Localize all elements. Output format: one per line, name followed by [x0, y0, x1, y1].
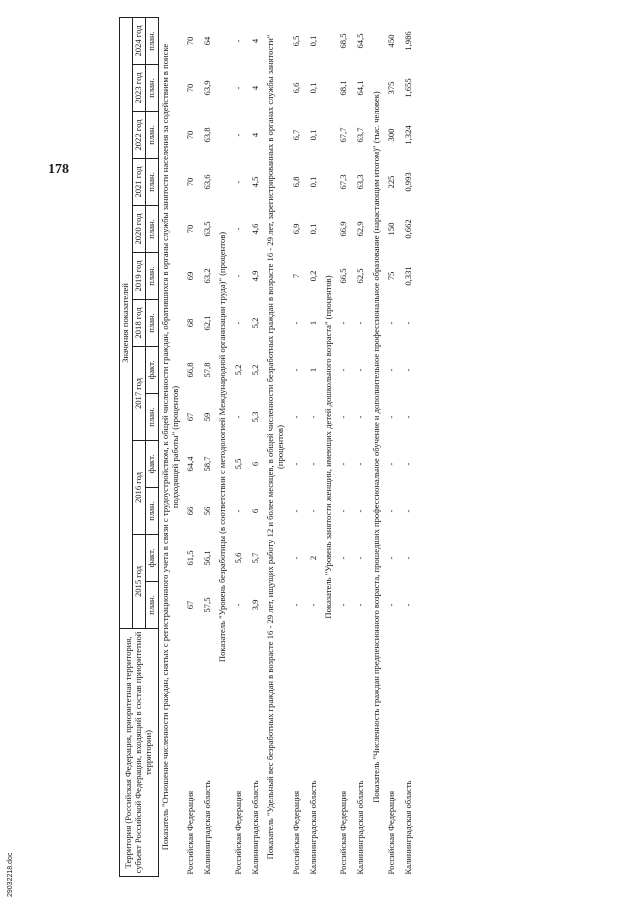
value-cell: -: [232, 133, 243, 137]
year-header: 2023 год: [132, 65, 145, 112]
table-row: [230, 18, 247, 877]
value-cell: 67: [184, 412, 195, 422]
value-cell: 5,6: [232, 552, 243, 564]
indicator-title: Показатель "Уровень безработицы (в соответствии с методологией Международной организации труда)" (процентов): [217, 231, 228, 663]
value-cell: 63,5: [201, 221, 212, 237]
value-cell: -: [307, 415, 318, 419]
sub-header: план.: [145, 582, 158, 629]
value-cell: 70: [184, 177, 195, 187]
value-cell: 64: [201, 36, 212, 46]
value-cell: 68,5: [338, 33, 349, 49]
value-cell: 6: [249, 461, 260, 467]
value-cell: 1,324: [403, 125, 414, 145]
table-row: [336, 18, 353, 877]
values-header: Значения показателей: [120, 18, 133, 629]
value-cell: 150: [386, 222, 397, 236]
value-cell: 64,1: [355, 80, 366, 96]
value-cell: 7: [290, 273, 301, 279]
value-cell: 63,3: [355, 174, 366, 190]
indicator-section: [322, 18, 336, 877]
value-cell: 63,2: [201, 268, 212, 284]
table-row: [384, 18, 401, 877]
value-cell: 63,8: [201, 127, 212, 143]
value-cell: 66: [184, 506, 195, 516]
value-cell: -: [338, 415, 349, 419]
territory-name: Калининградская область: [249, 780, 260, 875]
value-cell: 0,1: [307, 176, 318, 188]
sub-header: план.: [145, 65, 158, 112]
value-cell: 1: [307, 320, 318, 326]
value-cell: 64,5: [355, 33, 366, 49]
indicator-title: Показатель "Отношение численности граждан, снятых с регистрационного учета в связи с трудоустройством, к общей численности граждан, обратившихся в органы службы занятости населения за содействием в поиске подходящей работы" (процентов): [159, 43, 180, 851]
table-row: [199, 18, 216, 877]
value-cell: 0,2: [307, 270, 318, 282]
value-cell: -: [403, 462, 414, 466]
year-header: 2016 год: [132, 441, 145, 535]
value-cell: 5,5: [232, 458, 243, 470]
territory-name: Российская Федерация: [184, 790, 195, 875]
value-cell: 57,8: [201, 362, 212, 378]
value-cell: 4: [249, 85, 260, 91]
value-cell: -: [307, 462, 318, 466]
value-cell: -: [355, 368, 366, 372]
value-cell: 75: [386, 271, 397, 281]
territory-name: Калининградская область: [307, 780, 318, 875]
value-cell: 56,1: [201, 550, 212, 566]
value-cell: 6: [249, 508, 260, 514]
value-cell: 5,2: [232, 364, 243, 376]
table-header: [120, 18, 159, 877]
territory-name: Калининградская область: [403, 780, 414, 875]
value-cell: 5,7: [249, 552, 260, 564]
value-cell: 70: [184, 224, 195, 234]
value-cell: 2: [307, 555, 318, 561]
indicator-title: Показатель "Удельный вес безработных граждан в возрасте 16 - 29 лет, ищущих работу 12 и более месяцев, в общей численности безработных граждан в возрасте 16 - 29 лет, зарегистрированных в органах службы занятости" (процентов): [265, 34, 286, 860]
value-cell: -: [403, 556, 414, 560]
value-cell: 66,9: [338, 221, 349, 237]
table-row: [353, 18, 370, 877]
value-cell: -: [355, 462, 366, 466]
value-cell: -: [307, 603, 318, 607]
value-cell: 62,9: [355, 221, 366, 237]
value-cell: 66,5: [338, 268, 349, 284]
table-row: [182, 18, 199, 877]
indicator-title: Показатель "Численность граждан предпенсионного возраста, прошедших профессиональное обучение и дополнительное профессиональное образование (нарастающим итогом)" (тыс. человек): [370, 91, 381, 803]
value-cell: -: [232, 86, 243, 90]
sub-header: план.: [145, 159, 158, 206]
sub-header: план.: [145, 394, 158, 441]
sub-header: план.: [145, 206, 158, 253]
value-cell: 70: [184, 83, 195, 93]
value-cell: 70: [184, 36, 195, 46]
sub-header: план.: [145, 18, 158, 65]
value-cell: 375: [386, 81, 397, 95]
value-cell: -: [403, 368, 414, 372]
value-cell: 56: [201, 506, 212, 516]
year-header: 2019 год: [132, 253, 145, 300]
value-cell: -: [355, 509, 366, 513]
value-cell: 0,1: [307, 223, 318, 235]
table-body: [158, 18, 418, 877]
value-cell: -: [403, 321, 414, 325]
year-header: 2015 год: [132, 535, 145, 629]
value-cell: -: [338, 603, 349, 607]
value-cell: 62,5: [355, 268, 366, 284]
indicator-section: [216, 18, 230, 877]
sub-header: факт.: [145, 441, 158, 488]
year-header: 2022 год: [132, 112, 145, 159]
territory-name: Калининградская область: [201, 780, 212, 875]
value-cell: 225: [386, 175, 397, 189]
value-cell: -: [290, 509, 301, 513]
value-cell: -: [386, 321, 397, 325]
value-cell: 450: [386, 34, 397, 48]
value-cell: -: [232, 415, 243, 419]
year-header: 2021 год: [132, 159, 145, 206]
rotated-table-container: [119, 17, 450, 877]
value-cell: 0,993: [403, 172, 414, 192]
value-cell: -: [290, 368, 301, 372]
value-cell: 69: [184, 271, 195, 281]
value-cell: -: [403, 603, 414, 607]
table-row: [247, 18, 264, 877]
value-cell: 3,9: [249, 599, 260, 611]
indicator-section: [158, 18, 182, 877]
indicators-table: [119, 17, 418, 877]
value-cell: 0,1: [307, 129, 318, 141]
value-cell: -: [403, 415, 414, 419]
value-cell: -: [232, 509, 243, 513]
table-row: [305, 18, 322, 877]
value-cell: 4,9: [249, 270, 260, 282]
value-cell: -: [338, 321, 349, 325]
value-cell: -: [290, 415, 301, 419]
value-cell: 70: [184, 130, 195, 140]
value-cell: -: [232, 603, 243, 607]
value-cell: -: [338, 368, 349, 372]
value-cell: -: [307, 509, 318, 513]
value-cell: 57,5: [201, 597, 212, 613]
sub-header: план.: [145, 112, 158, 159]
value-cell: 67,3: [338, 174, 349, 190]
value-cell: 63,6: [201, 174, 212, 190]
footer-file-name: 29032218.doc: [7, 852, 14, 897]
value-cell: -: [232, 39, 243, 43]
value-cell: -: [355, 321, 366, 325]
value-cell: 0,1: [307, 82, 318, 94]
sub-header: план.: [145, 300, 158, 347]
value-cell: 5,3: [249, 411, 260, 423]
value-cell: -: [386, 509, 397, 513]
page-number: 178: [48, 162, 69, 177]
value-cell: 5,2: [249, 317, 260, 329]
territory-name: Российская Федерация: [386, 790, 397, 875]
value-cell: 67: [184, 600, 195, 610]
value-cell: 4: [249, 38, 260, 44]
indicator-title: Показатель "Уровень занятости женщин, имеющих детей дошкольного возраста" (процентов): [323, 275, 333, 619]
value-cell: -: [290, 556, 301, 560]
value-cell: 4: [249, 132, 260, 138]
value-cell: 300: [386, 128, 397, 142]
value-cell: -: [290, 321, 301, 325]
value-cell: -: [232, 321, 243, 325]
value-cell: 6,9: [290, 223, 301, 235]
value-cell: -: [386, 415, 397, 419]
value-cell: 61,5: [184, 550, 195, 566]
value-cell: 58,7: [201, 456, 212, 472]
territory-name: Калининградская область: [355, 780, 366, 875]
territory-column-header: Территория (Российская Федерация, приоритетная территория, субъект Российской Федерации, входящий в состав приоритетной территории): [120, 629, 159, 877]
value-cell: -: [232, 180, 243, 184]
value-cell: 62,1: [201, 315, 212, 331]
value-cell: -: [386, 462, 397, 466]
value-cell: 63,9: [201, 80, 212, 96]
year-header: 2020 год: [132, 206, 145, 253]
footer-file-stamp: [7, 817, 27, 897]
value-cell: -: [338, 509, 349, 513]
value-cell: 1: [307, 367, 318, 373]
value-cell: -: [290, 462, 301, 466]
value-cell: -: [386, 368, 397, 372]
value-cell: -: [355, 415, 366, 419]
year-header: 2018 год: [132, 300, 145, 347]
year-header: 2017 год: [132, 347, 145, 441]
value-cell: -: [338, 556, 349, 560]
value-cell: 0,662: [403, 219, 414, 239]
value-cell: 4,6: [249, 223, 260, 235]
value-cell: 6,7: [290, 129, 301, 141]
indicator-section: [370, 18, 384, 877]
indicator-section: [264, 18, 288, 877]
value-cell: -: [355, 603, 366, 607]
value-cell: -: [386, 556, 397, 560]
value-cell: 0,1: [307, 35, 318, 47]
value-cell: 6,8: [290, 176, 301, 188]
value-cell: 67,7: [338, 127, 349, 143]
value-cell: 5,2: [249, 364, 260, 376]
value-cell: 6,5: [290, 35, 301, 47]
value-cell: 68,1: [338, 80, 349, 96]
value-cell: 4,5: [249, 176, 260, 188]
value-cell: 6,6: [290, 82, 301, 94]
sub-header: факт.: [145, 347, 158, 394]
value-cell: -: [403, 509, 414, 513]
sub-header: план.: [145, 488, 158, 535]
value-cell: 63,7: [355, 127, 366, 143]
value-cell: 1,655: [403, 78, 414, 98]
value-cell: 68: [184, 318, 195, 328]
value-cell: 1,986: [403, 31, 414, 51]
table-row: [288, 18, 305, 877]
territory-name: Российская Федерация: [290, 790, 301, 875]
territory-name: Российская Федерация: [232, 790, 243, 875]
value-cell: -: [290, 603, 301, 607]
value-cell: 0,331: [403, 266, 414, 286]
sub-header: факт.: [145, 535, 158, 582]
value-cell: 64,4: [184, 456, 195, 472]
value-cell: -: [338, 462, 349, 466]
value-cell: -: [232, 274, 243, 278]
value-cell: -: [355, 556, 366, 560]
sub-header: план.: [145, 253, 158, 300]
table-row: [401, 18, 418, 877]
year-header: 2024 год: [132, 18, 145, 65]
value-cell: -: [386, 603, 397, 607]
value-cell: 66,8: [184, 362, 195, 378]
value-cell: 59: [201, 412, 212, 422]
value-cell: -: [232, 227, 243, 231]
territory-name: Российская Федерация: [338, 790, 349, 875]
